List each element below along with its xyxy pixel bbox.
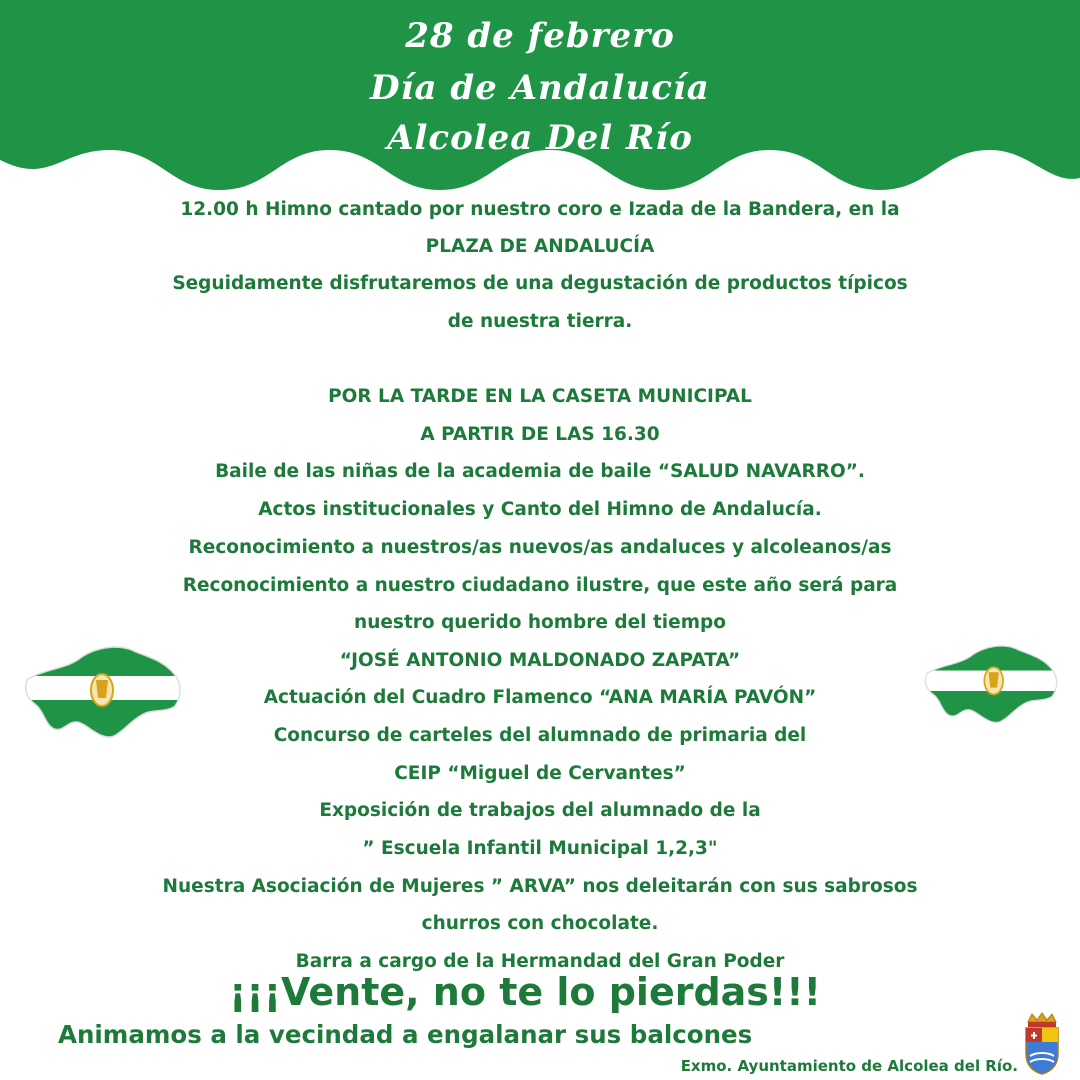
program-line: Barra a cargo de la Hermandad del Gran Poder <box>295 951 785 972</box>
andalucia-map-flag-icon <box>24 640 184 740</box>
program-line: Reconocimiento a nuestro ciudadano ilustre, que este año será para <box>182 575 898 596</box>
program-line: “JOSÉ ANTONIO MALDONADO ZAPATA” <box>339 650 741 671</box>
program-line: ” Escuela Infantil Municipal 1,2,3" <box>362 838 718 859</box>
program-line: A PARTIR DE LAS 16.30 <box>420 424 660 445</box>
title-town: Alcolea Del Río <box>387 118 693 158</box>
coat-of-arms-icon <box>1022 1012 1062 1076</box>
program-line: PLAZA DE ANDALUCÍA <box>425 236 655 257</box>
title-date: 28 de febrero <box>405 16 675 56</box>
program-line: Nuestra Asociación de Mujeres ” ARVA” nos deleitarán con sus sabrosos <box>162 876 918 897</box>
program-line: Actuación del Cuadro Flamenco “ANA MARÍA PAVÓN” <box>263 687 817 708</box>
call-to-action: ¡¡¡Vente, no te lo pierdas!!! <box>229 970 821 1014</box>
header-banner <box>0 0 1080 200</box>
program-line: POR LA TARDE EN LA CASETA MUNICIPAL <box>328 386 752 407</box>
program-line: Exposición de trabajos del alumnado de la <box>319 800 761 821</box>
program-line: 12.00 h Himno cantado por nuestro coro e Izada de la Bandera, en la <box>180 199 900 220</box>
program-line: Reconocimiento a nuestros/as nuevos/as andaluces y alcoleanos/as <box>188 537 892 558</box>
balcony-note: Animamos a la vecindad a engalanar sus balcones <box>58 1020 753 1049</box>
program-line: Concurso de carteles del alumnado de primaria del <box>273 725 807 746</box>
program-line: CEIP “Miguel de Cervantes” <box>394 763 686 784</box>
footer-organizer: Exmo. Ayuntamiento de Alcolea del Río. <box>680 1057 1018 1075</box>
program-line: nuestro querido hombre del tiempo <box>354 612 726 633</box>
program-line: Baile de las niñas de la academia de baile “SALUD NAVARRO”. <box>215 461 865 482</box>
andalucia-map-flag-icon <box>922 640 1062 725</box>
program-line: Seguidamente disfrutaremos de una degustación de productos típicos <box>172 273 908 294</box>
program-line: churros con chocolate. <box>421 913 659 934</box>
title-event: Día de Andalucía <box>370 68 710 108</box>
program-line: de nuestra tierra. <box>447 311 633 332</box>
program-line: Actos institucionales y Canto del Himno de Andalucía. <box>258 499 822 520</box>
